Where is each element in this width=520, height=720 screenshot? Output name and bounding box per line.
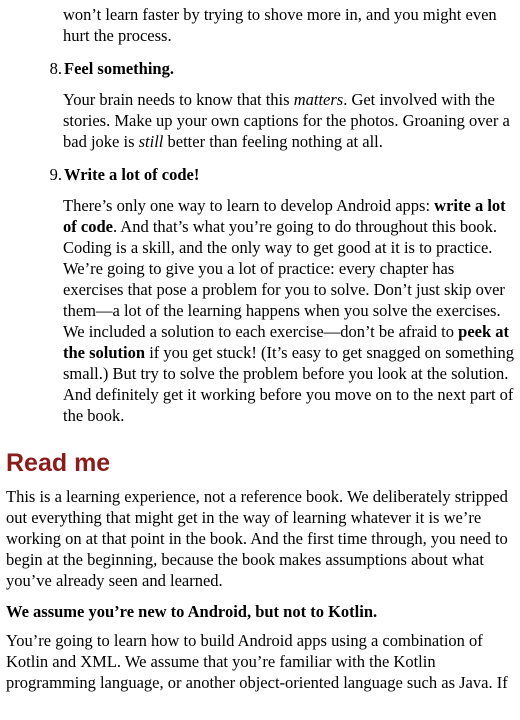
section-intro: This is a learning experience, not a reference book. We deliberately stripped out everything that might get in the way of learning whatever it is we’re working on at that point in the book. And the first time through, you need to begin at the beginning, because the book makes assumptions about what you’ve already seen and learned. [6, 487, 508, 590]
item-body [6, 89, 514, 152]
section-subheading: We assume you’re new to Android, but not to Kotlin. [6, 602, 378, 621]
list-item-9 [6, 164, 514, 185]
item-title: Feel something. [64, 59, 174, 78]
bold-text: write a lot of code [63, 196, 506, 236]
item-title: Write a lot of code! [64, 165, 200, 184]
section-body: You’re going to learn how to build Android apps using a combination of Kotlin and XML. We assume that you’re familiar with the Kotlin programming language, or another object-oriented language such as Java. If [6, 631, 508, 692]
italic-text: matters [293, 90, 344, 109]
text-run: There’s only one way to learn to develop Android apps: [63, 196, 435, 215]
text-run: better than feeling nothing at all. [163, 132, 383, 151]
text-run: . Get involved with the stories. Make up your own captions for the photos. Groaning over a bad joke is [63, 90, 510, 151]
item-number: 8. [49, 59, 62, 78]
section-heading: Read me [6, 449, 111, 477]
item-number: 9. [49, 165, 62, 184]
list-item-8 [6, 58, 514, 79]
italic-text: still [138, 132, 164, 151]
item-body [6, 195, 514, 426]
bold-text: peek at the solution [63, 322, 510, 362]
text-run: if you get stuck! (It’s easy to get snagged on something small.) But try to solve the problem before you look at the solution. And definitely get it working before you move on to the next part of the book. [63, 343, 514, 425]
text-run: Your brain needs to know that this [63, 90, 294, 109]
continued-paragraph: won’t learn faster by trying to shove more in, and you might even hurt the process. [63, 5, 497, 45]
text-run: . And that’s what you’re going to do throughout this book. Coding is a skill, and the only way to get good at it is to practice. We’re going to give you a lot of practice: every chapter has exercises that pose a problem for you to solve. Don’t just skip over them—a lot of the learning happens when you solve the exercises. We included a solution to each exercise—don’t be afraid to [63, 217, 505, 341]
